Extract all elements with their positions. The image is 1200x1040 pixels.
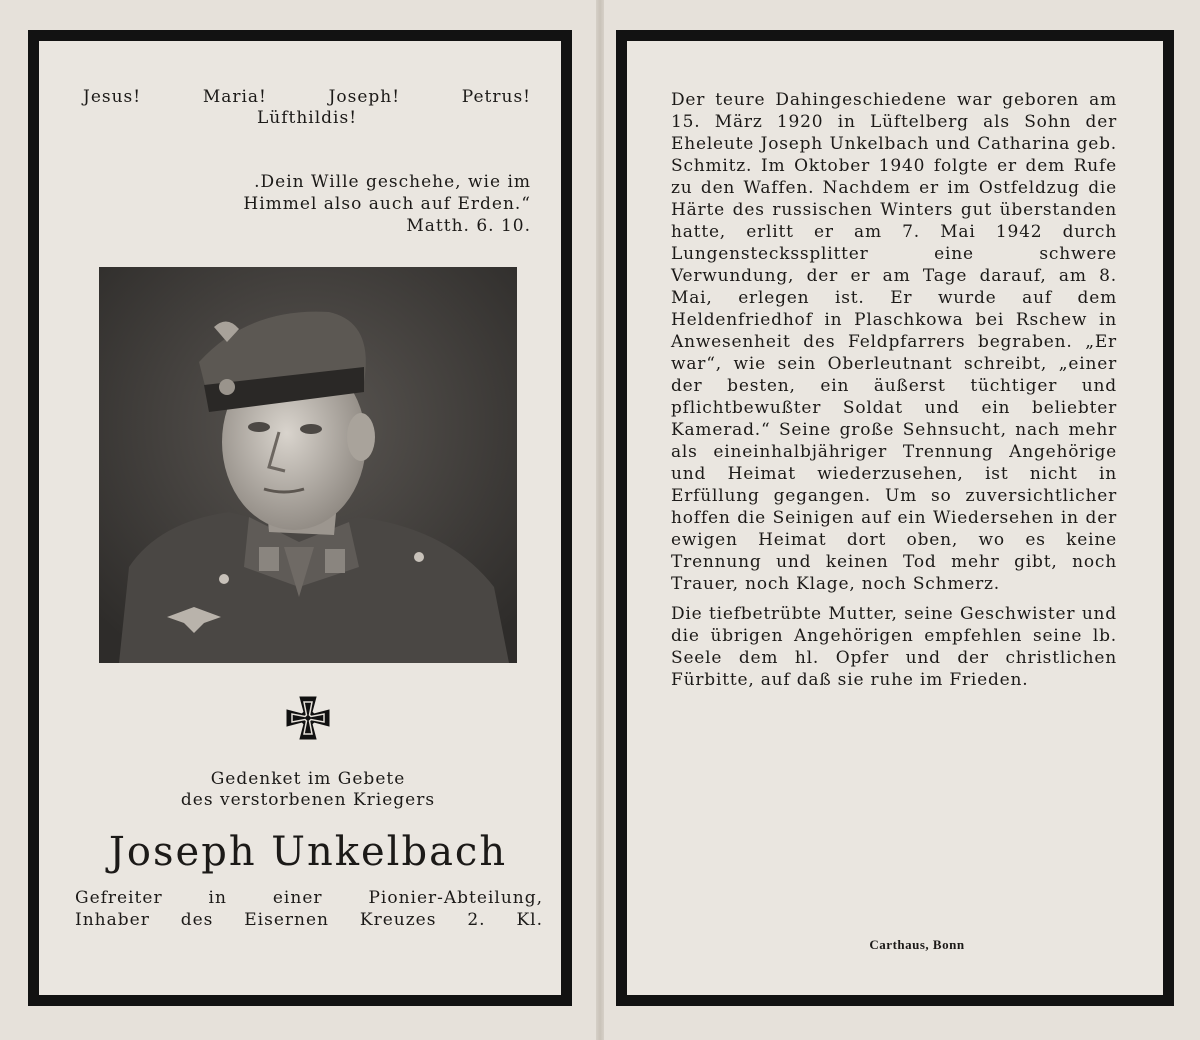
saints-row	[83, 87, 531, 108]
left-panel	[28, 30, 572, 1006]
printer-imprint: Carthaus, Bonn	[869, 937, 965, 952]
rank-line-1: Gefreiter in einer Pionier-Abteilung,	[75, 888, 543, 908]
iron-cross-icon	[285, 695, 331, 741]
rank-line-2: Inhaber des Eisernen Kreuzes 2. Kl.	[75, 910, 543, 930]
saint-maria: Maria!	[202, 87, 267, 107]
bible-verse	[149, 171, 531, 237]
saint-jesus: Jesus!	[83, 87, 142, 107]
remember-line-1: Gedenket im Gebete	[210, 769, 406, 789]
verse-reference: Matth. 6. 10.	[406, 216, 531, 236]
soldier-portrait-photo	[99, 267, 517, 663]
card-fold	[596, 0, 604, 1040]
bio-paragraph-2: Die tiefbetrübte Mutter, seine Geschwister und die übrigen Angehörigen empfehlen seine lb. Seele dem hl. Opfer und der christlichen Fürbitte, auf daß sie ruhe im Frieden.	[671, 604, 1117, 690]
remembrance-text	[99, 769, 517, 811]
verse-line-2: Himmel also auch auf Erden.“	[243, 194, 531, 214]
rank-info	[75, 887, 543, 931]
right-panel	[616, 30, 1174, 1006]
bio-paragraph-1: Der teure Dahingeschiedene war geboren am 15. März 1920 in Lüftelberg als Sohn der Eheleute Joseph Unkelbach und Catharina geb. Schmitz. Im Oktober 1940 folgte er dem Rufe zu den Waffen. Nachdem er im Ostfeldzug die Härte des russischen Winters gut überstanden hatte, erlitt er am 7. Mai 1942 durch Lungensteckssplitter eine schwere Verwundung, der er am Tage darauf, am 8. Mai, erlegen ist. Er wurde auf dem Heldenfriedhof in Plaschkowa bei Rschew in Anwesenheit des Feldpfarrers begraben. „Er war“, wie sein Oberleutnant schreibt, „einer der besten, ein äußerst tüchtiger und pflichtbewußter Soldat und ein beliebter Kamerad.“ Seine große Sehnsucht, nach mehr als eineinhalbjähriger Trennung Angehörige und Heimat wiederzusehen, ist nicht in Erfüllung gegangen. Um so zuversichtlicher hoffen die Seinigen auf ein Wiedersehen in der ewigen Heimat dort oben, wo es keine Trennung und keinen Tod mehr gibt, noch Trauer, noch Klage, noch Schmerz.	[671, 90, 1117, 594]
biography	[671, 89, 1117, 691]
verse-line-1: .Dein Wille geschehe, wie im	[254, 172, 531, 192]
saints-invocation	[83, 87, 531, 129]
remember-line-2: des verstorbenen Kriegers	[180, 790, 436, 810]
deceased-name: Joseph Unkelbach	[108, 829, 508, 875]
saint-petrus: Petrus!	[461, 87, 531, 107]
saint-luefthildis: Lüfthildis!	[256, 108, 358, 128]
saint-joseph: Joseph!	[328, 87, 401, 107]
